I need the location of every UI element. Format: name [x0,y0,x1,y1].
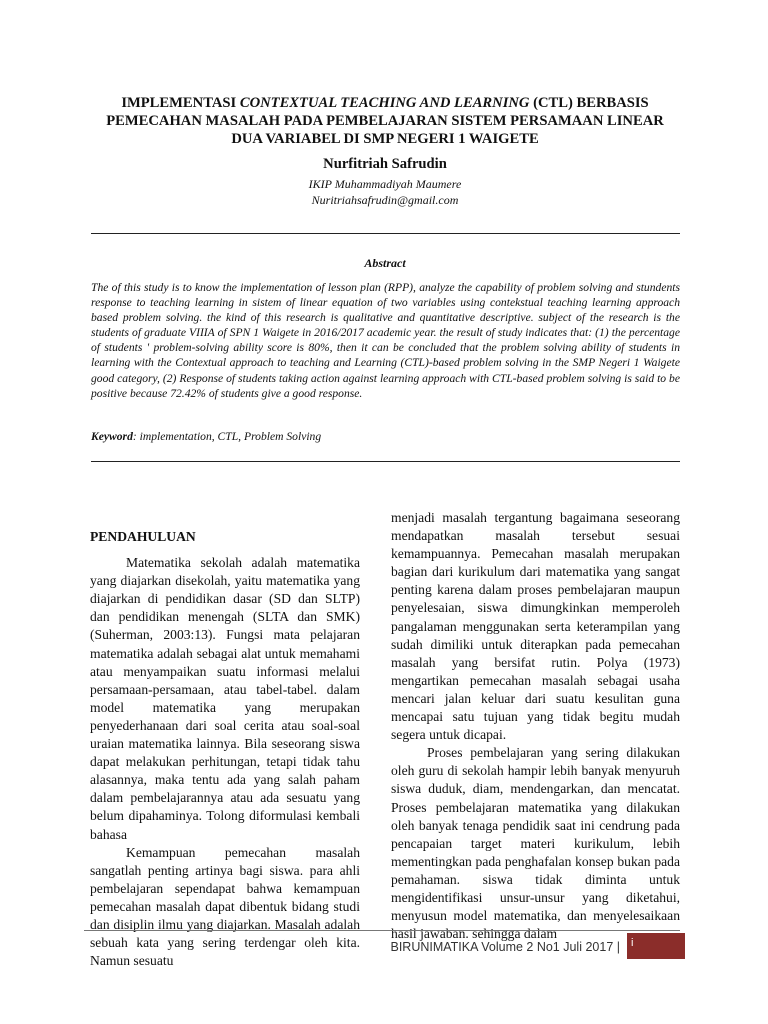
abstract-text: The of this study is to know the implementation of lesson plan (RPP), analyze the capability of problem solving and stundents response to teaching learning in sistem of linear equation of two variables using contekstual teaching learning approach based problem solving. the kind of this research is qualitative and quantitative descriptive. subject of the research is the students of graduate VIIIA of SPN 1 Waigete in 2016/2017 academic year. the result of study indicates that: (1) the percentage of students ' problem-solving ability score is 80%, then it can be concluded that the problem solving ability of students in learning with the Contextual approach to teaching and Learning (CTL)-based problem solving in the SMP Negeri 1 Waigete good category, (2) Response of students taking action against learning approach with CTL-based problem solving is said to be positive because 72.42% of students give a good response. [91,281,680,400]
divider-top [91,233,680,234]
left-column [90,528,360,970]
paragraph: Matematika sekolah adalah matematika yang diajarkan disekolah, yaitu matematika yang diajarkan di pendidikan dasar (SD dan SLTP) dan pendidikan menengah (SLTA dan SMK) (Suherman, 2003:13). Fungsi mata pelajaran matematika adalah sebagai alat untuk memahami atau menyampaikan suatu informasi melalui persamaan-persamaan, atau tabel-tabel. dalam model matematika yang merupakan penyederhanaan dari soal cerita atau soal-soal uraian matematika lainnya. Bila seseorang siswa dapat melakukan perhitungan, tetapi tidak tahu alasannya, maka tentu ada yang salah paham dalam pembelajarannya atau ada sesuatu yang belum dipahaminya. Tolong diformulasi kembali bahasa [90,555,360,842]
paragraph: Proses pembelajaran yang sering dilakukan oleh guru di sekolah hampir lebih banyak menyuruh siswa duduk, diam, mendengarkan, dan mencatat. Proses pembelajaran matematika yang dilakukan oleh banyak tenaga pendidik saat ini cendrung pada pencapaian target materi kurikulum, lebih mementingkan pada penghafalan konsep bukan pada pemahaman. siswa tidak diminta untuk mengidentifikasi unsur-unsur yang diketahui, menyusun model matematika, dan menyelesaikaan hasil jawaban. sehingga dalam [391,745,680,942]
footer-divider [84,930,680,931]
title-part2: (CTL) BERBASIS PEMECAHAN MASALAH PADA PEMBELAJARAN SISTEM PERSAMAAN LINEAR DUA VARIABEL DI SMP NEGERI 1 WAIGETE [106,95,664,147]
right-column [391,509,680,943]
footer-journal: BIRUNIMATIKA Volume 2 No1 Juli 2017 | [390,940,620,954]
section-heading: PENDAHULUAN [90,529,196,544]
footer-page-box [627,933,685,959]
title-italic: CONTEXTUAL TEACHING AND LEARNING [239,95,530,111]
divider-bottom [91,461,680,462]
author-name: Nurfitriah Safrudin [323,156,447,172]
author-institution: IKIP Muhammadiyah Maumere [308,177,462,191]
abstract-heading: Abstract [364,256,406,270]
page-number: i [631,937,634,949]
keyword-label: Keyword [91,430,133,443]
title-part1: IMPLEMENTASI [121,95,240,111]
author-affiliation [90,176,680,208]
paragraph: Kemampuan pemecahan masalah sangatlah penting artinya bagi siswa. para ahli pembelajaran sependapat bahwa kemampuan pemecahan masalah dapat dibentuk bidang studi dan disiplin ilmu yang diajarkan. Masalah adalah sebuah kata yang sering terdengar oleh kita. Namun sesuatu [90,844,360,969]
author-email: Nuritriahsafrudin@gmail.com [311,193,459,207]
keyword-text: : implementation, CTL, Problem Solving [132,430,322,443]
paragraph: menjadi masalah tergantung bagaimana seseorang mendapatkan masalah tersebut sesuai kemampuannya. Pemecahan masalah merupakan bagian dari kurikulum dari matematika yang sangat penting karena dalam proses pembelajaran maupun penyelesaian, siswa dimungkinkan memperoleh pangalaman menggunakan serta keterampilan yang sudah dimiliki untuk diterapkan pada pemecahan masalah yang bersifat rutin. Polya (1973) mengartikan pemecahan masalah sebagai usaha mencari jalan keluar dari suatu kesulitan guna mencapai satu tujuan yang tidak begitu mudah segera untuk dicapai. [391,510,680,743]
paper-title [90,94,680,148]
keywords [91,430,680,443]
